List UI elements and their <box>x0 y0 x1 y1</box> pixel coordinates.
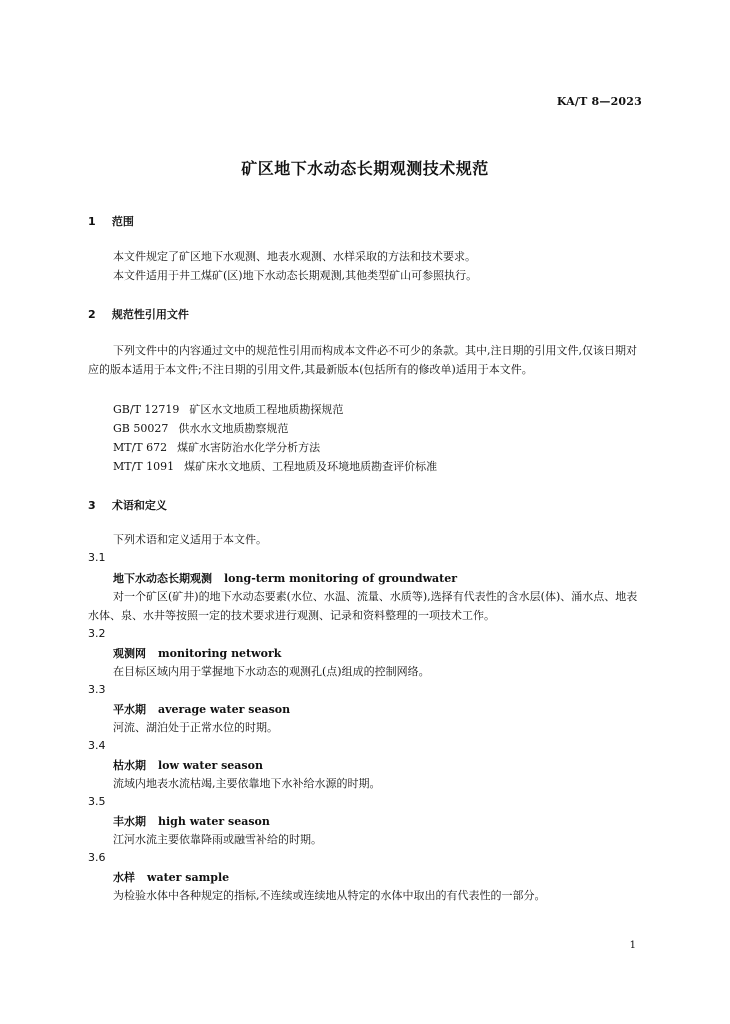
term-heading <box>113 869 229 885</box>
clause-number: 3.5 <box>88 795 106 808</box>
term-en: low water season <box>158 759 263 772</box>
section-title: 规范性引用文件 <box>111 308 189 321</box>
reference-code: MT/T 672 <box>113 441 168 454</box>
term-zh: 平水期 <box>113 703 146 716</box>
term-zh: 地下水动态长期观测 <box>113 572 212 585</box>
reference-name: 供水水文地质勘察规范 <box>178 422 289 435</box>
reference-name: 煤矿水害防治水化学分析方法 <box>177 441 321 454</box>
paragraph: 本文件规定了矿区地下水观测、地表水观测、水样采取的方法和技术要求。 <box>113 250 476 263</box>
section-1-heading <box>88 213 134 229</box>
clause-number: 3.2 <box>88 627 106 640</box>
term-definition: 对一个矿区(矿井)的地下水动态要素(水位、水温、流量、水质等),选择有代表性的含水层(体)、涌水点、地表水体、泉、水井等按照一定的技术要求进行观测、记录和资料整理的一项技术工作。 <box>88 590 638 622</box>
term-heading <box>113 757 263 773</box>
paragraph: 下列术语和定义适用于本文件。 <box>113 533 267 546</box>
term-en: average water season <box>158 703 291 716</box>
section-3-heading <box>88 497 167 513</box>
document-title: 矿区地下水动态长期观测技术规范 <box>241 159 489 178</box>
term-en: high water season <box>158 815 270 828</box>
term-definition: 河流、湖泊处于正常水位的时期。 <box>113 721 278 734</box>
term-heading <box>113 813 270 829</box>
term-en: water sample <box>147 871 230 884</box>
page-number: 1 <box>629 940 636 951</box>
section-number: 1 <box>88 215 96 228</box>
term-zh: 水样 <box>113 871 135 884</box>
term-zh: 丰水期 <box>113 815 146 828</box>
reference-name: 煤矿床水文地质、工程地质及环境地质勘查评价标准 <box>184 460 438 473</box>
reference-code: MT/T 1091 <box>113 460 175 473</box>
term-heading <box>113 701 290 717</box>
section-number: 3 <box>88 499 96 512</box>
reference-code: GB 50027 <box>113 422 169 435</box>
term-heading <box>113 645 281 661</box>
reference-code: GB/T 12719 <box>113 403 180 416</box>
clause-number: 3.6 <box>88 851 106 864</box>
term-en: long-term monitoring of groundwater <box>224 572 458 585</box>
section-title: 范围 <box>111 215 134 228</box>
standard-code: KA/T 8—2023 <box>556 95 642 108</box>
term-definition: 为检验水体中各种规定的指标,不连续或连续地从特定的水体中取出的有代表性的一部分。 <box>113 889 546 902</box>
term-zh: 枯水期 <box>113 759 146 772</box>
reference-name: 矿区水文地质工程地质勘探规范 <box>189 403 344 416</box>
term-heading <box>113 570 457 586</box>
section-title: 术语和定义 <box>111 499 167 512</box>
term-definition: 在目标区域内用于掌握地下水动态的观测孔(点)组成的控制网络。 <box>113 665 430 678</box>
paragraph: 下列文件中的内容通过文中的规范性引用而构成本文件必不可少的条款。其中,注日期的引用文件,仅该日期对应的版本适用于本文件;不注日期的引用文件,其最新版本(包括所有的修改单)适用于本文件。 <box>88 344 637 376</box>
paragraph: 本文件适用于井工煤矿(区)地下水动态长期观测,其他类型矿山可参照执行。 <box>113 269 478 282</box>
term-en: monitoring network <box>158 647 282 660</box>
term-definition: 流域内地表水流枯竭,主要依靠地下水补给水源的时期。 <box>113 777 381 790</box>
clause-number: 3.1 <box>88 551 106 564</box>
reference-item <box>113 401 343 417</box>
term-zh: 观测网 <box>113 647 146 660</box>
reference-item <box>113 439 320 455</box>
section-number: 2 <box>88 308 96 321</box>
reference-item <box>113 458 437 474</box>
term-definition: 江河水流主要依靠降雨或融雪补给的时期。 <box>113 833 322 846</box>
clause-number: 3.3 <box>88 683 106 696</box>
section-2-heading <box>88 306 189 322</box>
clause-number: 3.4 <box>88 739 106 752</box>
reference-item <box>113 420 288 436</box>
